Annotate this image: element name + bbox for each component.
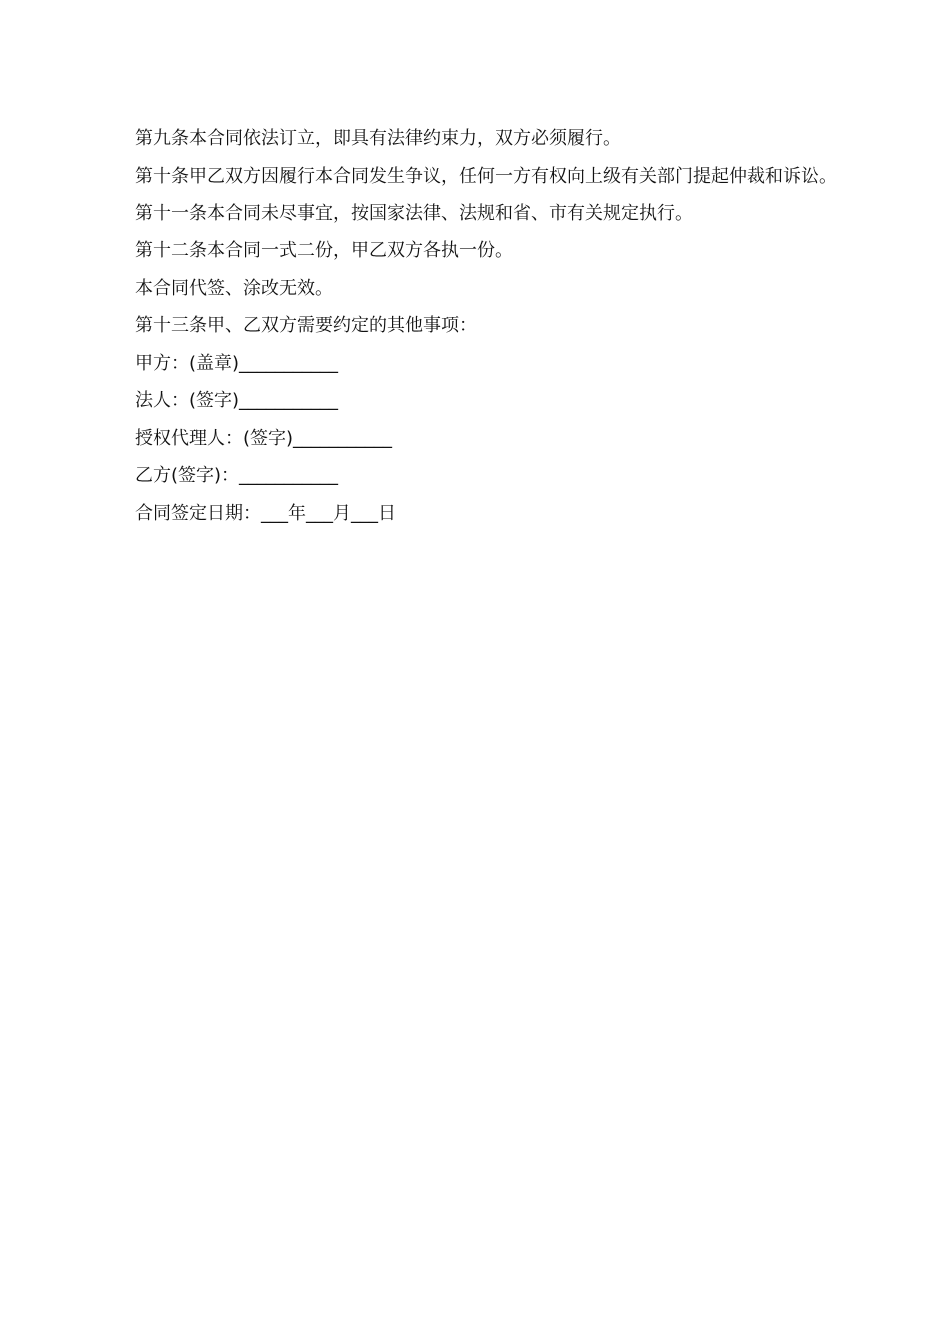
- authorized-agent-signature-line: 授权代理人：(签字)___________: [135, 427, 393, 449]
- clause-12: 第十二条本合同一式二份，甲乙双方各执一份。: [135, 240, 513, 261]
- contract-date-line: 合同签定日期：___年___月___日: [135, 502, 396, 524]
- no-proxy-alteration-note: 本合同代签、涂改无效。: [135, 277, 333, 299]
- legal-person-signature-line: 法人：(签字)___________: [135, 390, 339, 411]
- party-b-signature-line: 乙方(签字)：___________: [135, 465, 339, 486]
- clause-13: 第十三条甲、乙双方需要约定的其他事项：: [135, 315, 477, 336]
- party-a-seal-line: 甲方：(盖章)___________: [135, 352, 339, 374]
- document-body: [115, 120, 837, 532]
- clause-11: 第十一条本合同未尽事宜，按国家法律、法规和省、市有关规定执行。: [135, 202, 693, 224]
- clause-9: 第九条本合同依法订立，即具有法律约束力，双方必须履行。: [135, 128, 621, 149]
- clause-10: 第十条甲乙双方因履行本合同发生争议，任何一方有权向上级有关部门提起仲裁和诉讼。: [135, 165, 837, 187]
